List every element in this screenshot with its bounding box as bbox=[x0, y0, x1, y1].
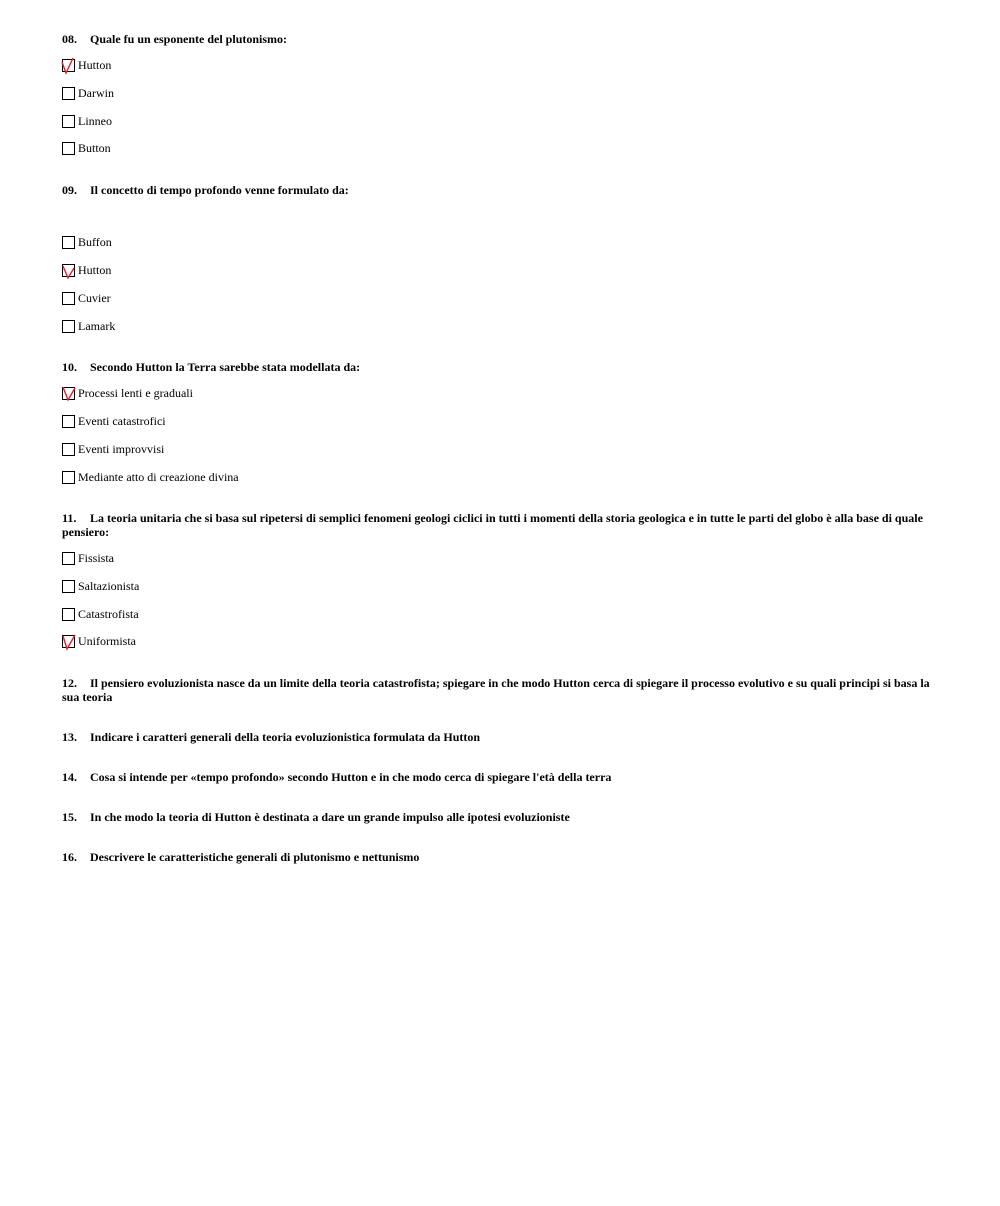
option-label: Cuvier bbox=[78, 291, 111, 305]
checkbox[interactable] bbox=[62, 59, 75, 72]
option-darwin[interactable] bbox=[62, 85, 114, 101]
option-lamark[interactable] bbox=[62, 318, 115, 334]
question-15 bbox=[62, 810, 938, 824]
option-uniformista[interactable] bbox=[62, 633, 136, 649]
question-title bbox=[62, 183, 938, 197]
option-label: Darwin bbox=[78, 86, 114, 100]
option-label: Eventi catastrofici bbox=[78, 414, 166, 428]
checkbox[interactable] bbox=[62, 320, 75, 333]
check-mark-icon bbox=[61, 57, 77, 75]
option-buffon[interactable] bbox=[62, 234, 112, 250]
option-cuvier[interactable] bbox=[62, 290, 111, 306]
question-number: 14. bbox=[62, 770, 77, 784]
question-text: Descrivere le caratteristiche generali di plutonismo e nettunismo bbox=[90, 850, 420, 864]
question-number: 11. bbox=[62, 511, 77, 525]
option-button[interactable] bbox=[62, 140, 111, 156]
option-label: Hutton bbox=[78, 58, 112, 72]
option-label: Uniformista bbox=[78, 634, 136, 648]
question-title bbox=[62, 360, 938, 374]
checkbox[interactable] bbox=[62, 236, 75, 249]
question-number: 10. bbox=[62, 360, 77, 374]
checkbox[interactable] bbox=[62, 87, 75, 100]
question-16 bbox=[62, 850, 938, 864]
question-number: 12. bbox=[62, 676, 77, 690]
question-14 bbox=[62, 770, 938, 784]
option-creazione-divina[interactable] bbox=[62, 469, 239, 485]
option-label: Fissista bbox=[78, 551, 115, 565]
question-text: Secondo Hutton la Terra sarebbe stata modellata da: bbox=[90, 360, 361, 374]
checkbox[interactable] bbox=[62, 443, 75, 456]
option-label: Eventi improvvisi bbox=[78, 442, 165, 456]
question-number: 08. bbox=[62, 32, 77, 46]
checkbox[interactable] bbox=[62, 292, 75, 305]
option-label: Hutton bbox=[78, 263, 112, 277]
question-12 bbox=[62, 676, 938, 704]
check-mark-icon bbox=[61, 262, 77, 280]
option-label: Lamark bbox=[78, 319, 116, 333]
check-mark-icon bbox=[61, 633, 77, 651]
question-number: 16. bbox=[62, 850, 77, 864]
option-fissista[interactable] bbox=[62, 550, 114, 566]
question-text: Il pensiero evoluzionista nasce da un limite della teoria catastrofista; spiegare in che modo Hutton cerca di spiegare il processo evolutivo e su quali principi si basa la sua teoria bbox=[62, 676, 930, 704]
checkbox[interactable] bbox=[62, 608, 75, 621]
question-text: Il concetto di tempo profondo venne formulato da: bbox=[90, 183, 349, 197]
checkbox[interactable] bbox=[62, 415, 75, 428]
checkbox[interactable] bbox=[62, 387, 75, 400]
option-label: Button bbox=[78, 141, 111, 155]
check-mark-icon bbox=[61, 385, 77, 403]
checkbox[interactable] bbox=[62, 552, 75, 565]
checkbox[interactable] bbox=[62, 471, 75, 484]
option-label: Saltazionista bbox=[78, 579, 140, 593]
option-processi-lenti[interactable] bbox=[62, 385, 193, 401]
question-13 bbox=[62, 730, 938, 744]
option-label: Catastrofista bbox=[78, 607, 139, 621]
checkbox[interactable] bbox=[62, 264, 75, 277]
option-eventi-improvvisi[interactable] bbox=[62, 441, 164, 457]
question-title bbox=[62, 32, 938, 46]
option-label: Processi lenti e graduali bbox=[78, 386, 193, 400]
question-number: 09. bbox=[62, 183, 77, 197]
option-label: Buffon bbox=[78, 235, 112, 249]
question-title bbox=[62, 511, 938, 539]
question-text: Indicare i caratteri generali della teoria evoluzionistica formulata da Hutton bbox=[90, 730, 481, 744]
option-hutton[interactable] bbox=[62, 262, 111, 278]
option-linneo[interactable] bbox=[62, 113, 112, 129]
question-number: 15. bbox=[62, 810, 77, 824]
checkbox[interactable] bbox=[62, 580, 75, 593]
checkbox[interactable] bbox=[62, 142, 75, 155]
option-eventi-catastrofici[interactable] bbox=[62, 413, 166, 429]
option-label: Linneo bbox=[78, 114, 112, 128]
question-text: Quale fu un esponente del plutonismo: bbox=[90, 32, 288, 46]
option-catastrofista[interactable] bbox=[62, 606, 139, 622]
question-number: 13. bbox=[62, 730, 77, 744]
option-hutton[interactable] bbox=[62, 57, 111, 73]
option-label: Mediante atto di creazione divina bbox=[78, 470, 239, 484]
checkbox[interactable] bbox=[62, 115, 75, 128]
option-saltazionista[interactable] bbox=[62, 578, 139, 594]
question-text: In che modo la teoria di Hutton è destinata a dare un grande impulso alle ipotesi evoluzioniste bbox=[90, 810, 570, 824]
question-text: La teoria unitaria che si basa sul ripetersi di semplici fenomeni geologi ciclici in tutti i momenti della storia geologica e in tutte le parti del globo è alla base di quale pensiero: bbox=[62, 511, 923, 539]
checkbox[interactable] bbox=[62, 635, 75, 648]
question-text: Cosa si intende per «tempo profondo» secondo Hutton e in che modo cerca di spiegare l'età della terra bbox=[90, 770, 612, 784]
